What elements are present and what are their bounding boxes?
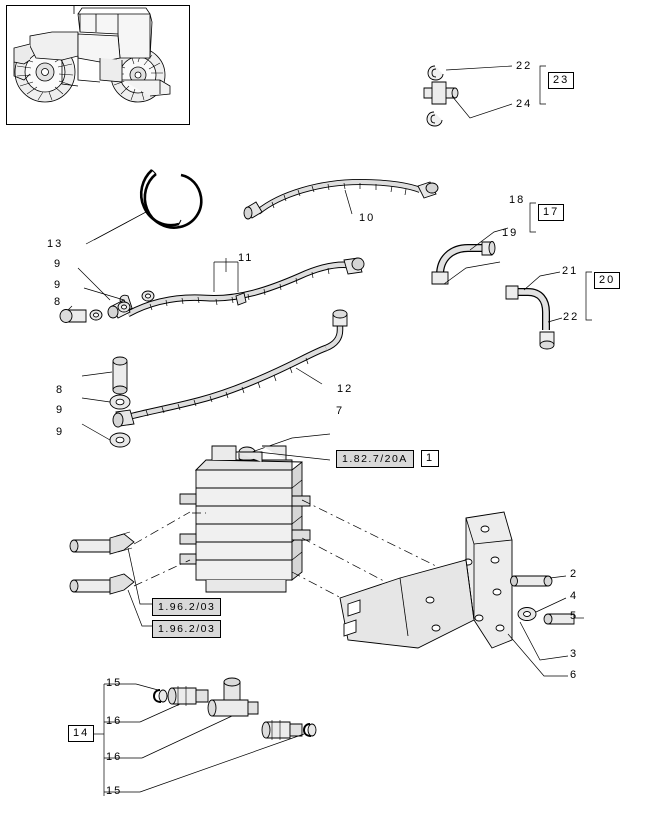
callout-8a: 8 <box>54 296 63 308</box>
callout-22b: 22 <box>563 311 580 323</box>
tractor-illustration <box>14 6 170 102</box>
group-box-1: 1 <box>421 450 439 467</box>
callout-10: 10 <box>359 212 376 224</box>
part-12-hose <box>82 310 347 447</box>
callout-9d: 9 <box>56 426 65 438</box>
callout-15a: 15 <box>106 677 123 689</box>
reference-box-19603-b: 1.96.2/03 <box>152 620 221 638</box>
callout-22a: 22 <box>516 60 533 72</box>
reference-box-19603-a: 1.96.2/03 <box>152 598 221 616</box>
part-13-snap-ring <box>94 170 201 240</box>
callout-3: 3 <box>570 648 579 660</box>
callout-4: 4 <box>570 590 579 602</box>
callout-8b: 8 <box>56 384 65 396</box>
reference-box-1827-20a: 1.82.7/20A <box>336 450 414 468</box>
callout-18: 18 <box>509 194 526 206</box>
callout-12: 12 <box>337 383 354 395</box>
part-group-17-elbow <box>432 203 536 284</box>
part-10-hose <box>244 182 438 219</box>
part-group-23 <box>424 66 546 126</box>
group-box-17: 17 <box>538 204 564 221</box>
callout-5: 5 <box>570 610 579 622</box>
callout-11: 11 <box>238 252 254 264</box>
callout-21: 21 <box>562 265 579 277</box>
callout-16a: 16 <box>106 715 123 727</box>
part-group-14-fittings <box>92 678 316 796</box>
group-box-14: 14 <box>68 725 94 742</box>
part-11-hose <box>60 258 364 323</box>
callout-9a: 9 <box>54 258 63 270</box>
group-box-20: 20 <box>594 272 620 289</box>
callout-16b: 16 <box>106 751 123 763</box>
callout-24: 24 <box>516 98 533 110</box>
callout-13: 13 <box>47 238 64 250</box>
callout-6: 6 <box>570 669 579 681</box>
callout-19: 19 <box>502 227 519 239</box>
callout-9b: 9 <box>54 279 63 291</box>
group-box-23: 23 <box>548 72 574 89</box>
callout-9c: 9 <box>56 404 65 416</box>
callout-15b: 15 <box>106 785 123 797</box>
callout-2: 2 <box>570 568 579 580</box>
callout-7: 7 <box>336 405 345 417</box>
